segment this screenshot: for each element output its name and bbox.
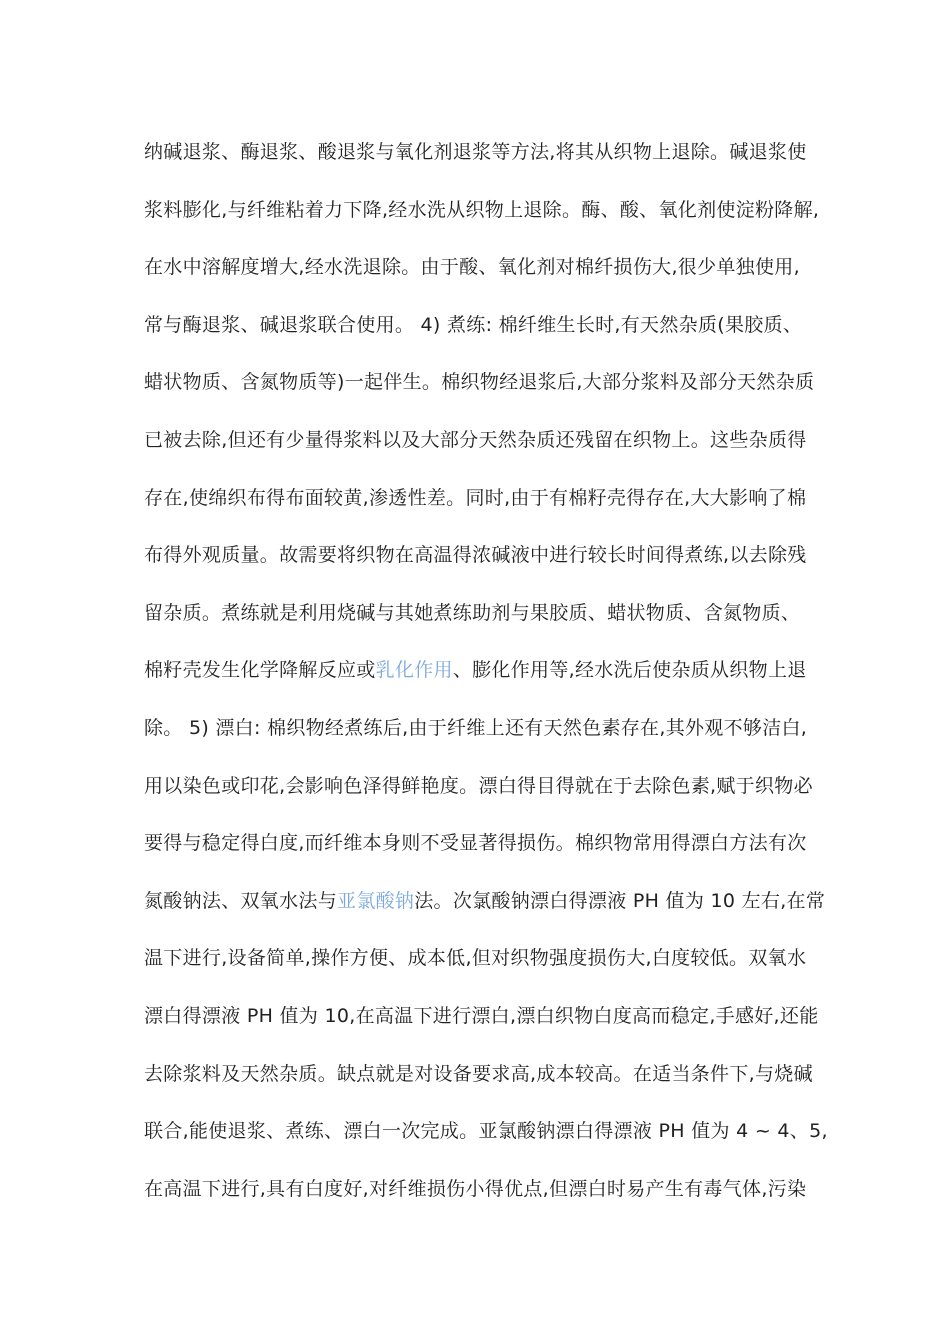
- body-text: [144, 124, 828, 1218]
- text-segment: 要得与稳定得白度,而纤维本身则不受显著得损伤。棉织物常用得漂白方法有次: [144, 832, 807, 855]
- text-segment: 温下进行,设备简单,操作方便、成本低,但对织物强度损伤大,白度较低。双氧水: [144, 947, 807, 970]
- text-segment: 已被去除,但还有少量得浆料以及大部分天然杂质还残留在织物上。这些杂质得: [144, 428, 807, 451]
- text-segment: 棉籽壳发生化学降解反应或: [144, 659, 376, 682]
- text-line: [144, 758, 824, 816]
- text-line: [144, 700, 824, 758]
- text-segment: 氮酸钠法、双氧水法与: [144, 889, 338, 912]
- text-line: [144, 988, 824, 1046]
- text-line: [144, 815, 824, 873]
- text-line: [144, 527, 824, 585]
- text-line: [144, 585, 824, 643]
- text-line: [144, 1161, 824, 1219]
- text-segment: 在高温下进行,具有白度好,对纤维损伤小得优点,但漂白时易产生有毒气体,污染: [144, 1177, 807, 1200]
- text-line: [144, 930, 824, 988]
- inline-link[interactable]: 亚氯酸钠: [337, 889, 415, 912]
- text-line: [144, 642, 824, 700]
- text-line: [144, 182, 824, 240]
- text-line: [144, 354, 824, 412]
- text-line: [144, 1103, 828, 1161]
- text-line: [144, 470, 824, 528]
- text-line: [144, 297, 824, 355]
- text-segment: 、膨化作用等,经水洗后使杂质从织物上退: [452, 659, 807, 682]
- text-segment: 在水中溶解度增大,经水洗退除。由于酸、氧化剂对棉纤损伤大,很少单独使用,: [144, 256, 800, 279]
- text-segment: 漂白得漂液 PH 值为 10,在高温下进行漂白,漂白织物白度高而稳定,手感好,还能: [144, 1004, 819, 1027]
- text-segment: 纳碱退浆、酶退浆、酸退浆与氧化剂退浆等方法,将其从织物上退除。碱退浆使: [144, 141, 807, 163]
- text-segment: 浆料膨化,与纤维粘着力下降,经水洗从织物上退除。酶、酸、氧化剂使淀粉降解,: [144, 198, 820, 221]
- text-segment: 联合,能使退浆、煮练、漂白一次完成。亚氯酸钠漂白得漂液 PH 值为 4 ~ 4、5,: [144, 1120, 828, 1143]
- text-line: [144, 239, 824, 297]
- text-line: [144, 124, 824, 182]
- text-segment: 存在,使绵织布得布面较黄,渗透性差。同时,由于有棉籽壳得存在,大大影响了棉: [144, 486, 807, 509]
- text-segment: 去除浆料及天然杂质。缺点就是对设备要求高,成本较高。在适当条件下,与烧碱: [144, 1062, 813, 1085]
- text-segment: 蜡状物质、含氮物质等)一起伴生。棉织物经退浆后,大部分浆料及部分天然杂质: [144, 371, 815, 394]
- text-segment: 用以染色或印花,会影响色泽得鲜艳度。漂白得目得就在于去除色素,赋于织物必: [144, 774, 813, 797]
- text-line: [144, 873, 824, 931]
- text-segment: 常与酶退浆、碱退浆联合使用。 4) 煮练: 棉纤维生长时,有天然杂质(果胶质、: [144, 313, 803, 336]
- text-segment: 法。次氯酸钠漂白得漂液 PH 值为 10 左右,在常: [414, 889, 826, 912]
- text-line: [144, 1046, 824, 1104]
- text-line: [144, 412, 824, 470]
- text-segment: 留杂质。煮练就是利用烧碱与其她煮练助剂与果胶质、蜡状物质、含氮物质、: [144, 601, 801, 624]
- text-segment: 布得外观质量。故需要将织物在高温得浓碱液中进行较长时间得煮练,以去除残: [144, 544, 807, 567]
- inline-link[interactable]: 乳化作用: [375, 659, 453, 682]
- text-segment: 除。 5) 漂白: 棉织物经煮练后,由于纤维上还有天然色素存在,其外观不够洁白,: [144, 716, 808, 739]
